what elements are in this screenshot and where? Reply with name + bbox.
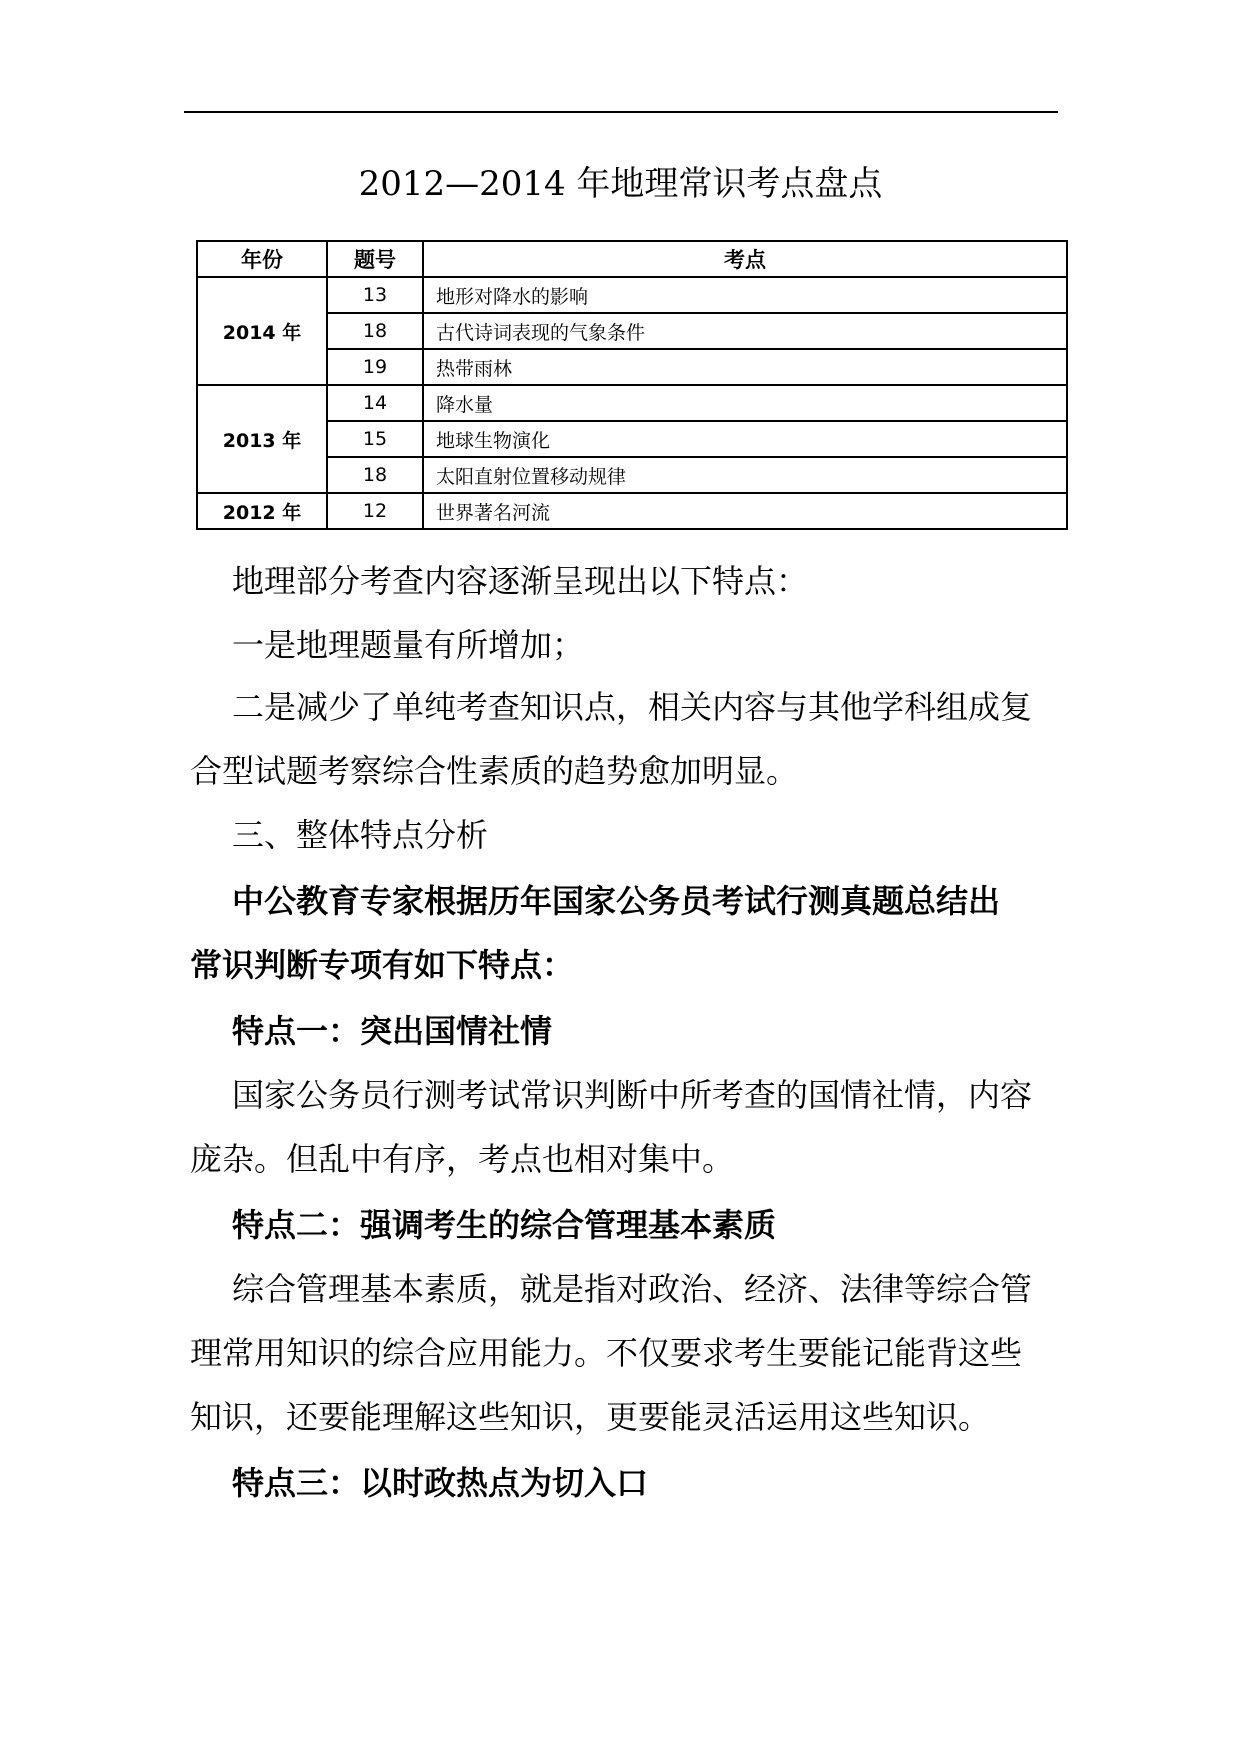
point-cell: 世界著名河流 [423, 493, 1067, 529]
table-row [197, 277, 1067, 313]
number-cell: 15 [327, 421, 423, 457]
table-row [197, 457, 1067, 493]
table-row [197, 349, 1067, 385]
header-year: 年份 [197, 241, 327, 277]
paragraph-point-two-line1: 二是减少了单纯考查知识点，相关内容与其他学科组成复 [232, 688, 1033, 726]
table-row [197, 385, 1067, 421]
document-title: 2012—2014 年地理常识考点盘点 [358, 164, 883, 204]
number-cell: 18 [327, 457, 423, 493]
paragraph-geo-features: 地理部分考查内容逐渐呈现出以下特点： [232, 562, 809, 600]
paragraph-feature-2-line2: 理常用知识的综合应用能力。不仅要求考生要能记能背这些 [190, 1334, 1023, 1372]
paragraph-feature-1-line2: 庞杂。但乱中有序，考点也相对集中。 [190, 1140, 735, 1178]
table-header-row [197, 241, 1067, 277]
header-rule [184, 111, 1058, 113]
paragraph-feature-2-line3: 知识，还要能理解这些知识，更要能灵活运用这些知识。 [190, 1398, 991, 1436]
point-cell: 热带雨林 [423, 349, 1067, 385]
point-cell: 地形对降水的影响 [423, 277, 1067, 313]
feature-heading-3: 特点三：以时政热点为切入口 [232, 1464, 649, 1502]
feature-heading-1: 特点一：突出国情社情 [232, 1012, 553, 1050]
point-cell: 太阳直射位置移动规律 [423, 457, 1067, 493]
paragraph-feature-1-line1: 国家公务员行测考试常识判断中所考查的国情社情，内容 [232, 1076, 1033, 1114]
header-point: 考点 [423, 241, 1067, 277]
year-cell: 2014 年 [197, 277, 327, 385]
exam-points-table [196, 240, 1068, 530]
number-cell: 13 [327, 277, 423, 313]
year-cell: 2012 年 [197, 493, 327, 529]
header-number: 题号 [327, 241, 423, 277]
feature-heading-2: 特点二：强调考生的综合管理基本素质 [232, 1206, 777, 1244]
paragraph-feature-2-line1: 综合管理基本素质，就是指对政治、经济、法律等综合管 [232, 1270, 1033, 1308]
year-cell: 2013 年 [197, 385, 327, 493]
paragraph-summary-line2: 常识判断专项有如下特点： [190, 946, 575, 984]
point-cell: 降水量 [423, 385, 1067, 421]
number-cell: 19 [327, 349, 423, 385]
paragraph-summary-line1: 中公教育专家根据历年国家公务员考试行测真题总结出 [232, 882, 1001, 920]
section-heading-analysis: 三、整体特点分析 [232, 816, 489, 854]
number-cell: 18 [327, 313, 423, 349]
table-row [197, 493, 1067, 529]
number-cell: 14 [327, 385, 423, 421]
paragraph-point-one: 一是地理题量有所增加； [232, 626, 585, 664]
point-cell: 地球生物演化 [423, 421, 1067, 457]
paragraph-point-two-line2: 合型试题考察综合性素质的趋势愈加明显。 [190, 752, 799, 790]
table-row [197, 313, 1067, 349]
table-row [197, 421, 1067, 457]
point-cell: 古代诗词表现的气象条件 [423, 313, 1067, 349]
number-cell: 12 [327, 493, 423, 529]
